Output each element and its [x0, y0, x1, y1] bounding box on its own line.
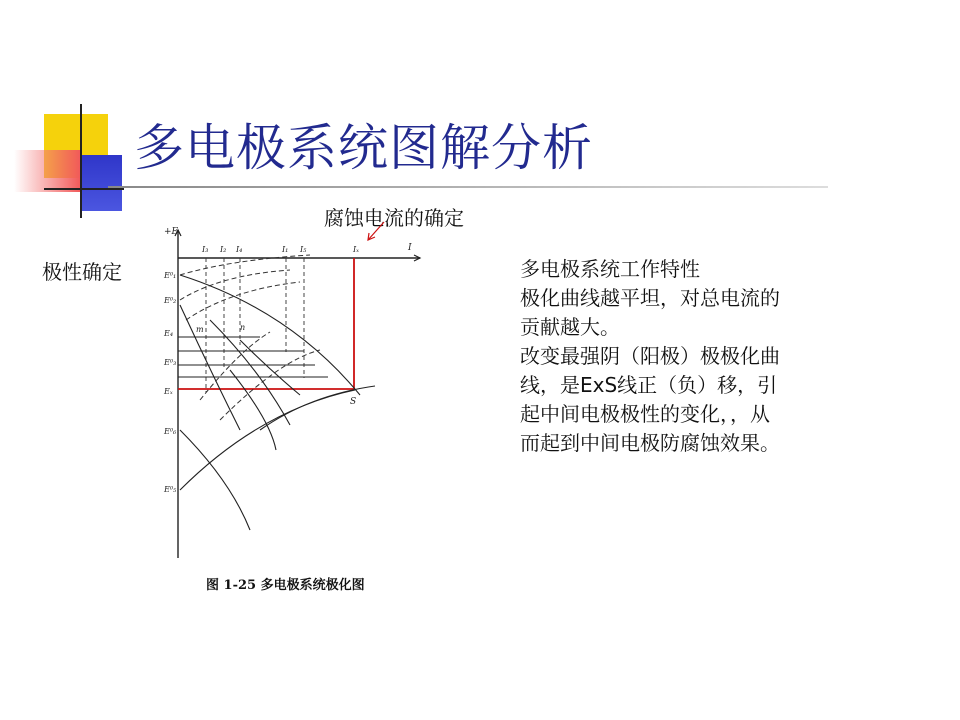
cathodic-curve-2 — [210, 320, 290, 425]
mn-curve — [240, 340, 300, 395]
cathodic-curve-5 — [230, 370, 276, 450]
current-label-i1: I₁ — [282, 245, 289, 254]
figure-caption: 图 1-25 多电极系统极化图 — [206, 578, 365, 593]
y-axis-label: +E — [164, 227, 179, 237]
polarization-diagram — [150, 220, 412, 600]
decor-blue-square — [80, 155, 122, 211]
note-line: 贡献越大。 — [520, 315, 620, 339]
current-label-i4: I₄ — [236, 245, 243, 254]
pointer-arrow — [368, 222, 384, 240]
notes-block — [520, 255, 850, 458]
potential-label-e4: E₄ — [164, 329, 174, 338]
decor-horizontal-line — [44, 188, 124, 190]
current-label-i3: I₃ — [202, 245, 209, 254]
potential-label-ex: Eₓ — [164, 387, 173, 396]
potential-label-e6: E⁰₆ — [164, 427, 177, 436]
note-line: 线，是ExS线正（负）移，引 — [520, 373, 778, 397]
anodic-curve-2 — [180, 270, 290, 300]
slide-title: 多电极系统图解分析 — [134, 119, 593, 177]
potential-label-e5: E⁰₅ — [164, 485, 177, 494]
title-underline — [108, 186, 828, 188]
current-label-i5: I₅ — [300, 245, 307, 254]
cathodic-curve-3 — [180, 305, 240, 430]
x-axis-label: I — [408, 243, 412, 253]
note-line: 改变最强阴（阳极）极极化曲 — [520, 344, 780, 368]
anodic-sum-curve — [180, 390, 355, 490]
note-line: 起中间电极极性的变化，，从 — [520, 402, 770, 426]
corrosion-current-label: 腐蚀电流的确定 — [324, 206, 464, 230]
current-label-ix: Iₓ — [353, 245, 359, 254]
point-m-label: m — [196, 325, 204, 334]
potential-label-e1: E⁰₁ — [164, 271, 177, 280]
decor-vertical-line — [80, 104, 82, 218]
current-label-i2: I₂ — [220, 245, 227, 254]
note-line: 多电极系统工作特性 — [520, 257, 700, 281]
note-line: 极化曲线越平坦，对总电流的 — [520, 286, 780, 310]
polarity-label: 极性确定 — [42, 260, 122, 284]
note-line: 而起到中间电极防腐蚀效果。 — [520, 431, 780, 455]
point-n-label: n — [240, 323, 246, 332]
potential-label-e2: E⁰₂ — [164, 296, 177, 305]
potential-label-e3: E⁰₃ — [164, 358, 177, 367]
decor-red-square — [14, 150, 80, 192]
point-s-label: S — [350, 397, 357, 407]
